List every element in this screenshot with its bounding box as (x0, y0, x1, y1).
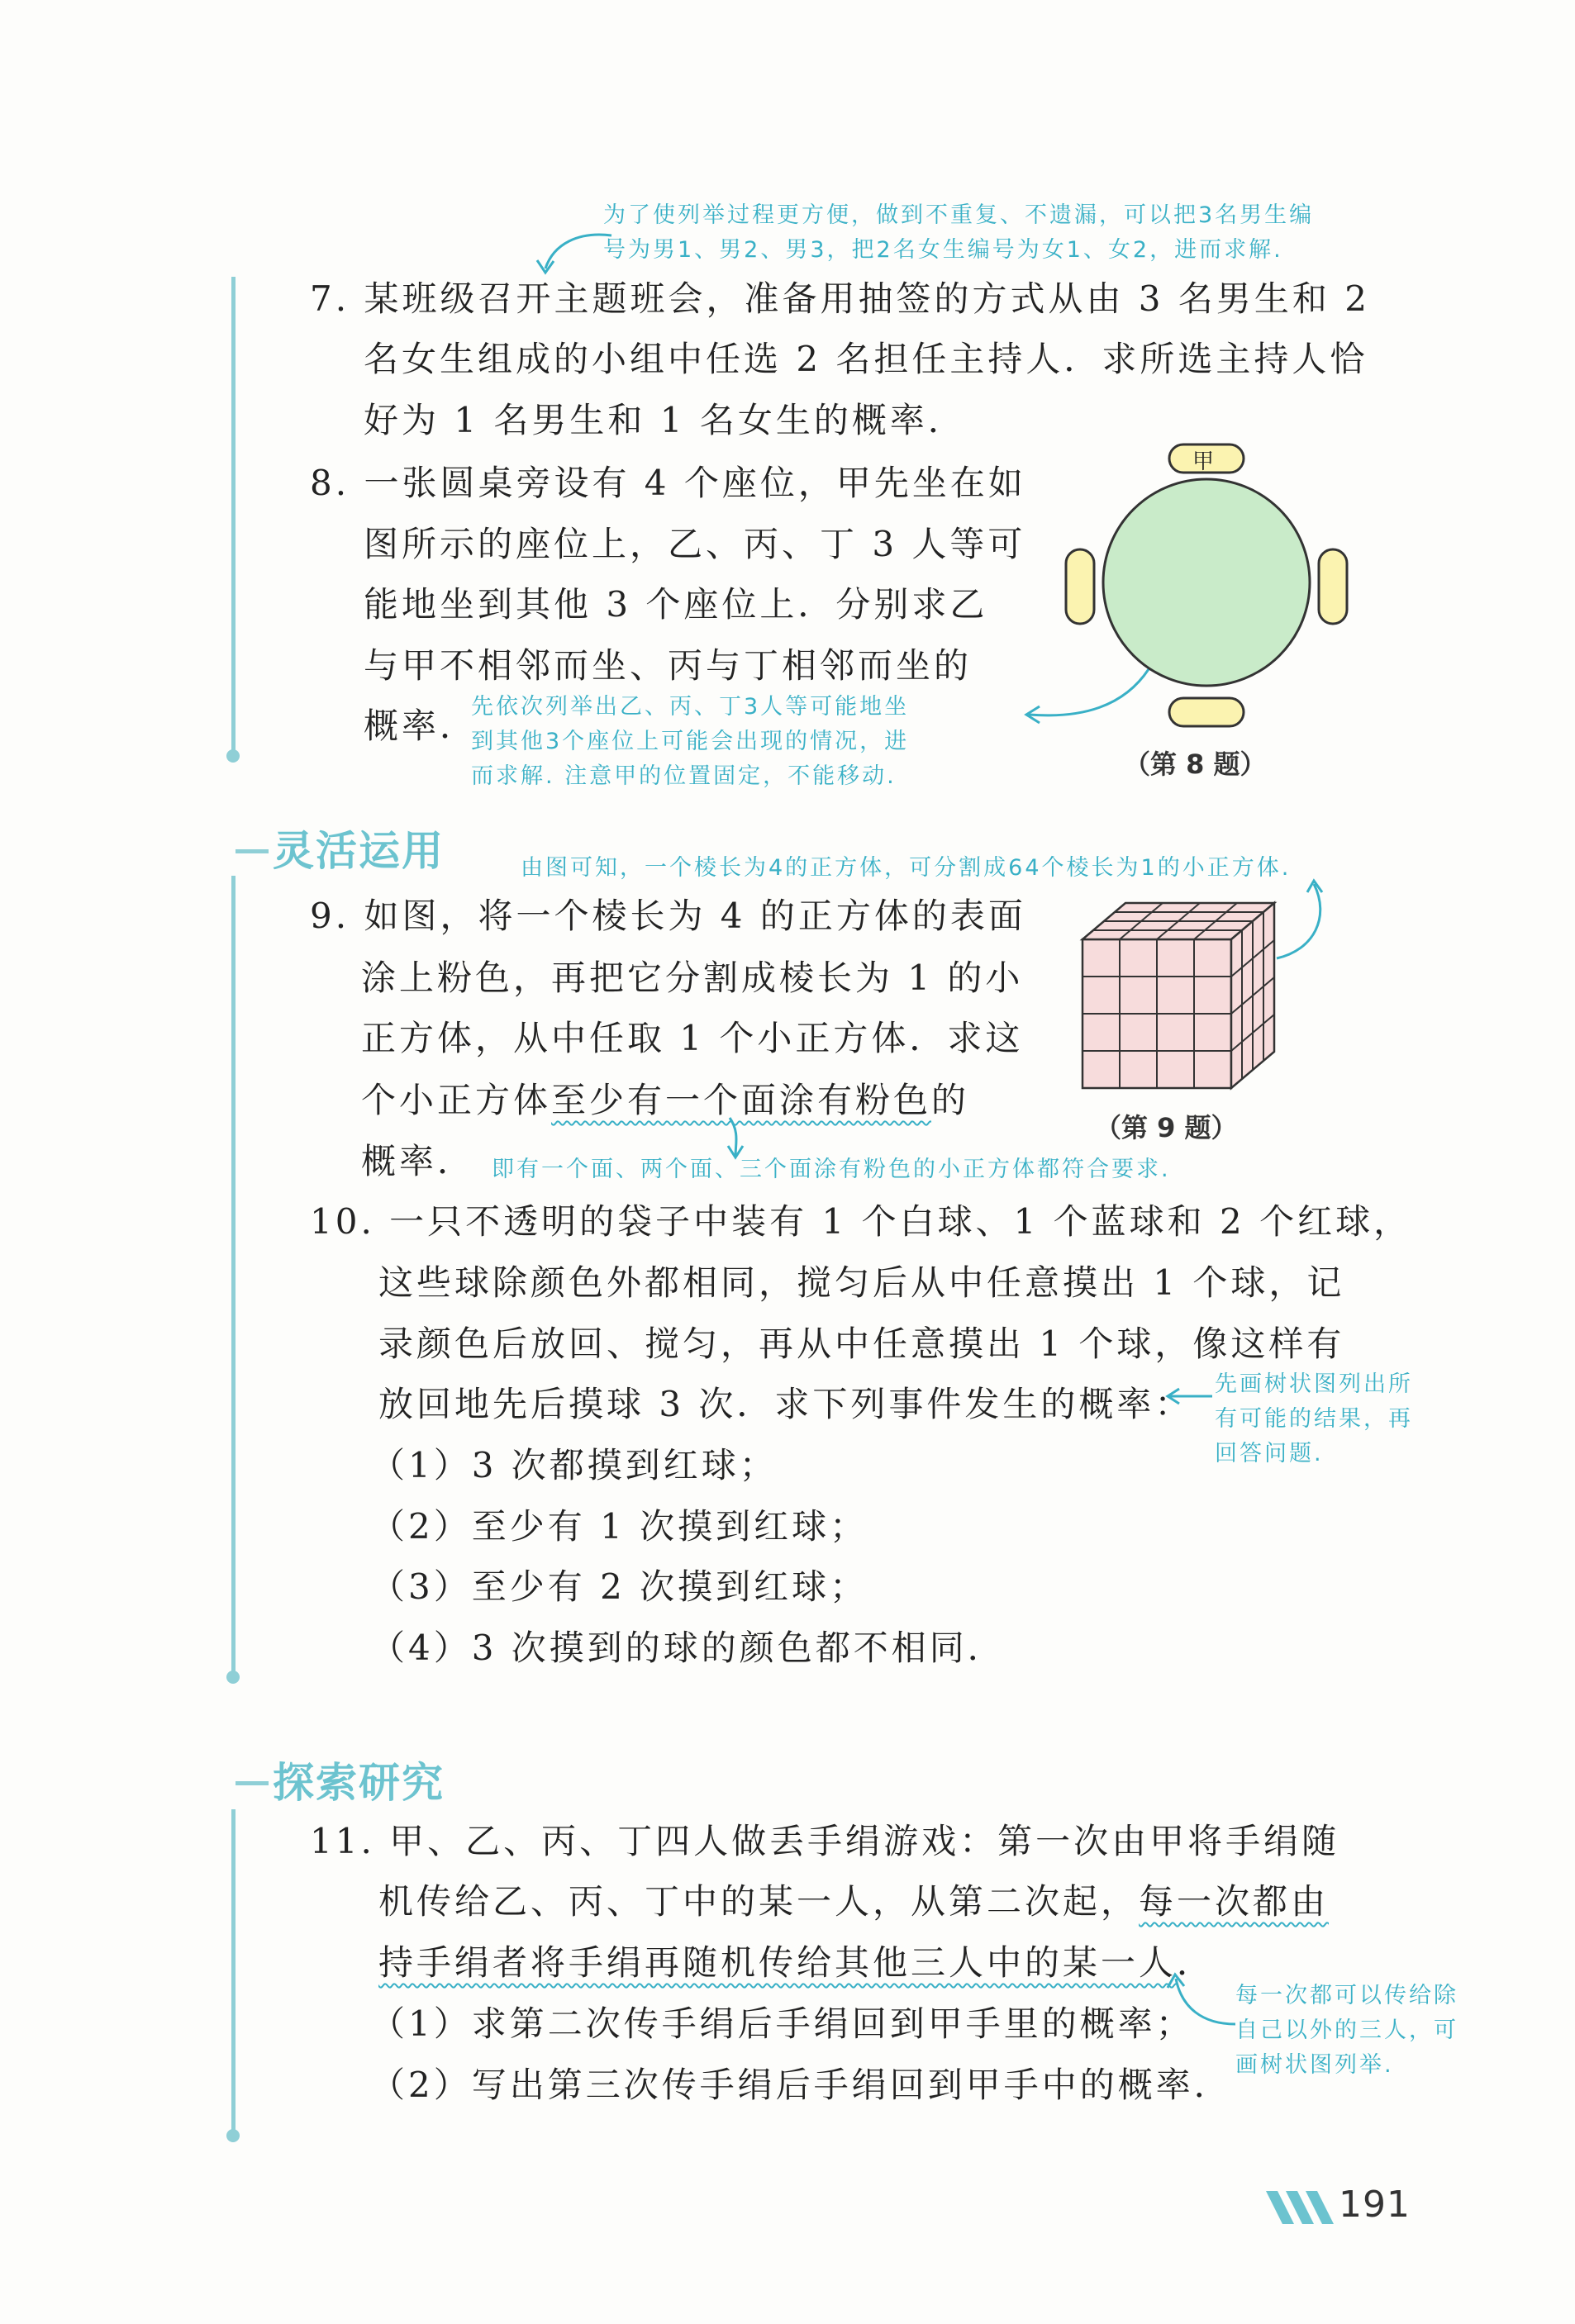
seat-left (1066, 549, 1094, 624)
guide-bar-1 (231, 277, 236, 756)
annotation-arrow-p7 (529, 223, 620, 281)
figure-8-caption: （第 8 题） (1124, 749, 1267, 780)
problem-10-line-2: 这些球除颜色外都相同，搅匀后从中任意摸出 1 个球，记 (378, 1262, 1345, 1303)
seat-right (1319, 549, 1347, 624)
problem-11-line-1: 11. 甲、乙、丙、丁四人做丢手绢游戏：第一次由甲将手绢随 (310, 1821, 1340, 1861)
problem-11-line-3: 持手绢者将手绢再随机传给其他三人中的某一人． (378, 1942, 1216, 1983)
problem-10-q4: （4）3 次摸到的球的颜色都不相同． (370, 1628, 1006, 1668)
guide-bar-3 (231, 1809, 236, 2136)
annotation-arrow-p9-b (715, 1111, 756, 1161)
problem-9-line-5: 概率． (361, 1141, 476, 1181)
cube-figure (1074, 896, 1289, 1099)
guide-bar-2 (231, 876, 236, 1677)
annotation-p9-b: 即有一个面、两个面、三个面涂有粉色的小正方体都符合要求. (492, 1157, 1171, 1182)
problem-8-line-1: 8. 一张圆桌旁设有 4 个座位，甲先坐在如 (310, 463, 1026, 503)
problem-10-q1: （1）3 次都摸到红球； (370, 1445, 778, 1485)
annotation-p9: 由图可知，一个棱长为4的正方体，可分割成64个棱长为1的小正方体. (521, 855, 1292, 881)
problem-7-line-2: 名女生组成的小组中任选 2 名担任主持人．求所选主持人恰 (364, 339, 1368, 379)
problem-7-line-1: 7. 某班级召开主题班会，准备用抽签的方式从由 3 名男生和 2 (310, 278, 1370, 319)
problem-8-line-2: 图所示的座位上，乙、丙、丁 3 人等可 (364, 524, 1026, 564)
annotation-arrow-p10 (1161, 1384, 1219, 1409)
problem-8-line-3: 能地坐到其他 3 个座位上．分别求乙 (364, 584, 988, 625)
problem-9-line-1: 9. 如图，将一个棱长为 4 的正方体的表面 (310, 896, 1026, 936)
annotation-p10: 先画树状图列出所 有可能的结果，再 回答问题. (1215, 1371, 1413, 1466)
annotation-p11: 每一次都可以传给除 自己以外的三人，可 画树状图列举. (1235, 1983, 1458, 2078)
problem-8-line-4: 与甲不相邻而坐、丙与丁相邻而坐的 (364, 645, 973, 686)
section-title-explore: 探索研究 (273, 1759, 445, 1807)
problem-7-line-3: 好为 1 名男生和 1 名女生的概率． (364, 400, 966, 440)
page-number: 191 (1339, 2184, 1411, 2226)
problem-11-q1: （1）求第二次传手绢后手绢回到甲手里的概率； (370, 2003, 1194, 2044)
problem-9-line-3: 正方体，从中任取 1 个小正方体．求这 (361, 1018, 1024, 1058)
problem-10-line-3: 录颜色后放回、搅匀，再从中任意摸出 1 个球，像这样有 (378, 1324, 1345, 1364)
problem-9-line-4: 个小正方体至少有一个面涂有粉色的 (361, 1080, 970, 1120)
problem-11-q2: （2）写出第三次传手绢后手绢回到甲手中的概率． (370, 2065, 1232, 2105)
problem-11-line-2: 机传给乙、丙、丁中的某一人，从第二次起，每一次都由 (378, 1881, 1330, 1922)
problem-10-line-1: 10. 一只不透明的袋子中装有 1 个白球、1 个蓝球和 2 个红球， (310, 1201, 1412, 1242)
figure-9-caption: （第 9 题） (1095, 1112, 1238, 1143)
annotation-p7: 为了使列举过程更方便，做到不重复、不遗漏，可以把3名男生编 号为男1、男2、男3，把2名女生编号为女1、女2，进而求解. (603, 202, 1315, 263)
section-title-flexible: 灵活运用 (273, 827, 445, 875)
problem-10-q3: （3）至少有 2 次摸到红球； (370, 1566, 868, 1607)
page-number-stripes-icon (1264, 2189, 1339, 2227)
seat-label-jia: 甲 (1192, 449, 1215, 474)
table-circle (1103, 479, 1310, 686)
problem-8-line-5: 概率． (364, 706, 478, 746)
problem-10-q2: （2）至少有 1 次摸到红球； (370, 1506, 868, 1547)
annotation-p8: 先依次列举出乙、丙、丁3人等可能地坐 到其他3个座位上可能会出现的情况，进 而求解. 注意甲的位置固定，不能移动. (471, 694, 910, 789)
seat-bottom (1169, 698, 1244, 726)
problem-9-line-2: 涂上粉色，再把它分割成棱长为 1 的小 (361, 958, 1024, 998)
annotation-arrow-p11 (1161, 1966, 1244, 2041)
problem-10-line-4: 放回地先后摸球 3 次．求下列事件发生的概率： (378, 1384, 1193, 1424)
round-table-figure (1049, 438, 1363, 752)
